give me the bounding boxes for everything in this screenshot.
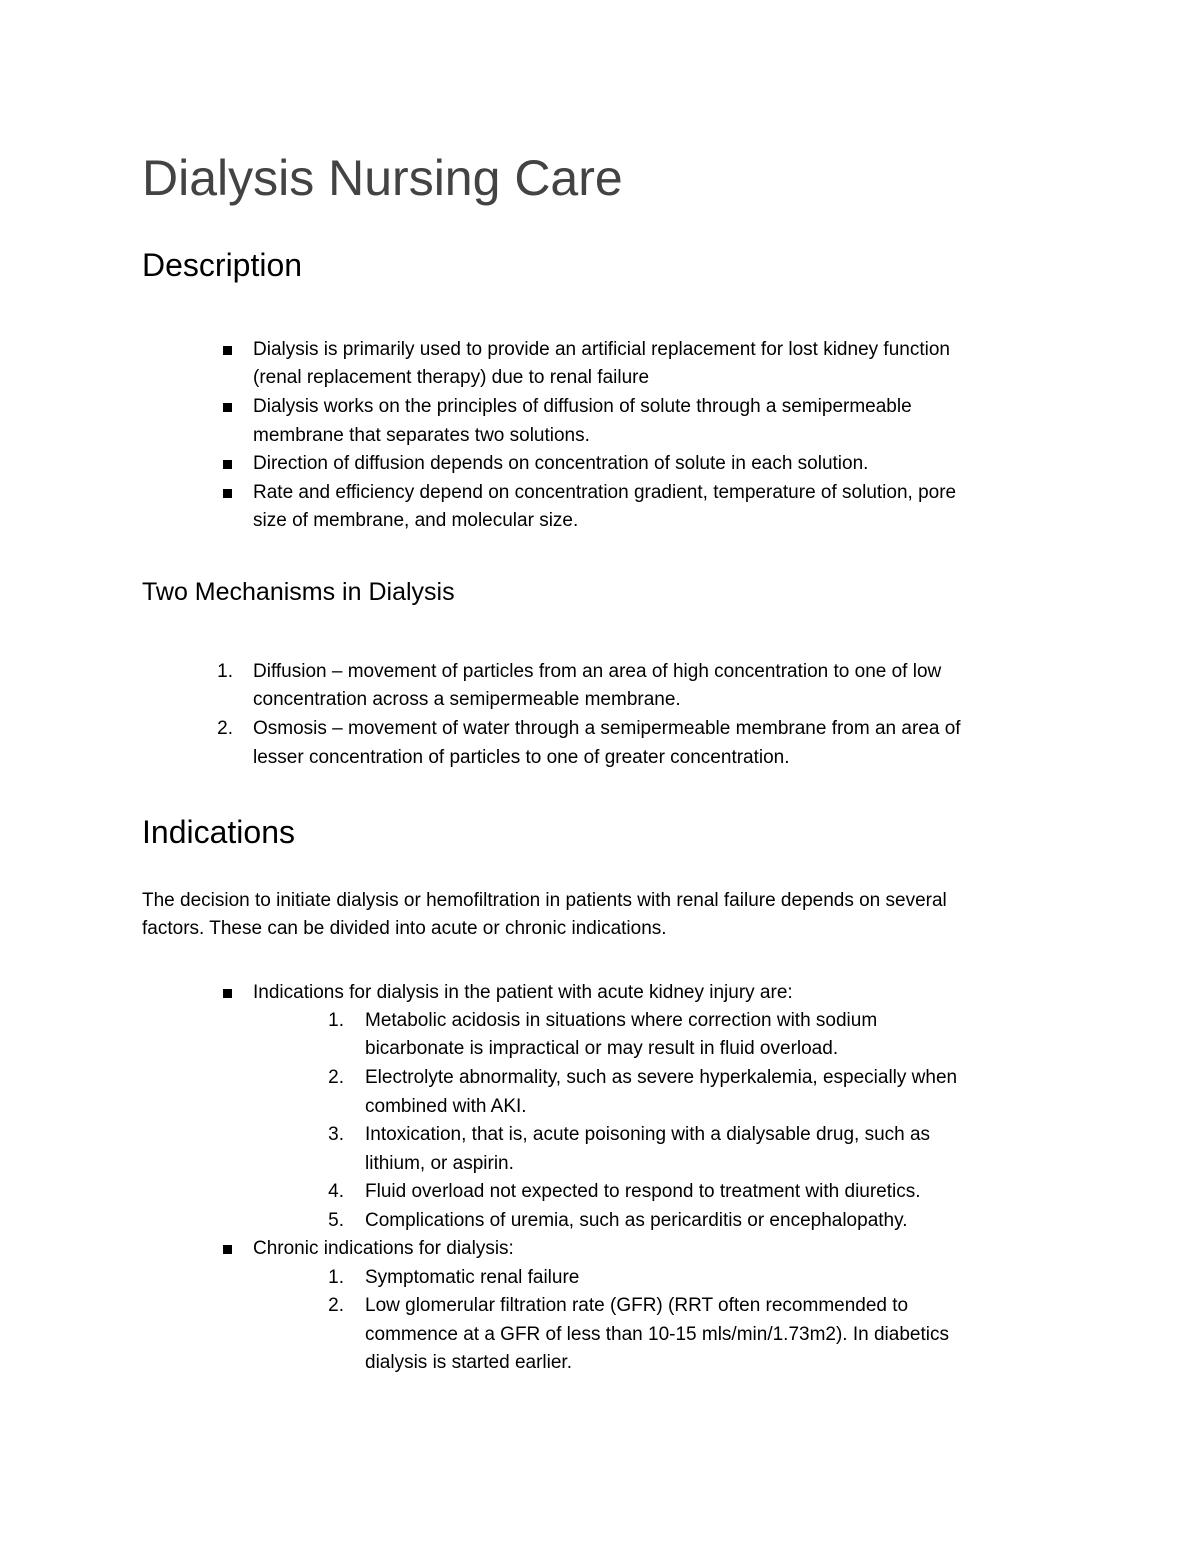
document-title: Dialysis Nursing Care: [142, 150, 623, 206]
list-item-line: Direction of diffusion depends on concentration of solute in each solution.: [253, 453, 869, 474]
list-number: 2.: [328, 1067, 344, 1088]
list-item-line: Dialysis is primarily used to provide an artificial replacement for lost kidney function: [253, 339, 950, 360]
bullet-icon: [223, 460, 232, 469]
list-item-line: (renal replacement therapy) due to renal failure: [253, 367, 650, 388]
list-item-line: concentration across a semipermeable membrane.: [253, 689, 681, 710]
bullet-icon: [223, 989, 232, 998]
list-number: 5.: [328, 1210, 344, 1231]
list-item-line: Low glomerular filtration rate (GFR) (RRT often recommended to: [365, 1295, 909, 1316]
list-item-line: combined with AKI.: [365, 1096, 527, 1117]
list-number: 2.: [328, 1295, 344, 1316]
list-number: 4.: [328, 1181, 344, 1202]
paragraph-line: factors. These can be divided into acute or chronic indications.: [142, 918, 667, 939]
list-item-line: lesser concentration of particles to one of greater concentration.: [253, 747, 790, 768]
list-number: 1.: [217, 661, 233, 682]
bullet-icon: [223, 489, 232, 498]
bullet-icon: [223, 1245, 232, 1254]
list-item-line: bicarbonate is impractical or may result in fluid overload.: [365, 1038, 839, 1059]
bullet-icon: [223, 346, 232, 355]
list-item-line: dialysis is started earlier.: [365, 1352, 572, 1373]
list-item-line: Chronic indications for dialysis:: [253, 1238, 514, 1259]
description-heading: Description: [142, 247, 303, 283]
bullet-icon: [223, 403, 232, 412]
list-number: 2.: [217, 718, 233, 739]
list-item-line: Metabolic acidosis in situations where correction with sodium: [365, 1010, 878, 1031]
list-item-line: Symptomatic renal failure: [365, 1267, 580, 1288]
paragraph-line: The decision to initiate dialysis or hemofiltration in patients with renal failure depends on several: [142, 890, 947, 911]
list-item-line: Complications of uremia, such as pericarditis or encephalopathy.: [365, 1210, 908, 1231]
list-number: 3.: [328, 1124, 344, 1145]
list-item-line: Dialysis works on the principles of diffusion of solute through a semipermeable: [253, 396, 912, 417]
list-item-line: membrane that separates two solutions.: [253, 425, 590, 446]
list-item-line: Diffusion – movement of particles from an area of high concentration to one of low: [253, 661, 942, 682]
list-item-line: size of membrane, and molecular size.: [253, 510, 579, 531]
list-item-line: lithium, or aspirin.: [365, 1153, 514, 1174]
list-item-line: Osmosis – movement of water through a semipermeable membrane from an area of: [253, 718, 961, 739]
list-item-line: Fluid overload not expected to respond to treatment with diuretics.: [365, 1181, 921, 1202]
mechanisms-heading: Two Mechanisms in Dialysis: [142, 578, 455, 606]
list-item-line: Rate and efficiency depend on concentration gradient, temperature of solution, pore: [253, 482, 957, 503]
indications-heading: Indications: [142, 814, 295, 850]
list-number: 1.: [328, 1010, 344, 1031]
list-item-line: Indications for dialysis in the patient with acute kidney injury are:: [253, 982, 793, 1003]
list-item-line: Intoxication, that is, acute poisoning with a dialysable drug, such as: [365, 1124, 931, 1145]
list-item-line: Electrolyte abnormality, such as severe hyperkalemia, especially when: [365, 1067, 958, 1088]
list-item-line: commence at a GFR of less than 10-15 mls/min/1.73m2). In diabetics: [365, 1324, 949, 1345]
list-number: 1.: [328, 1267, 344, 1288]
